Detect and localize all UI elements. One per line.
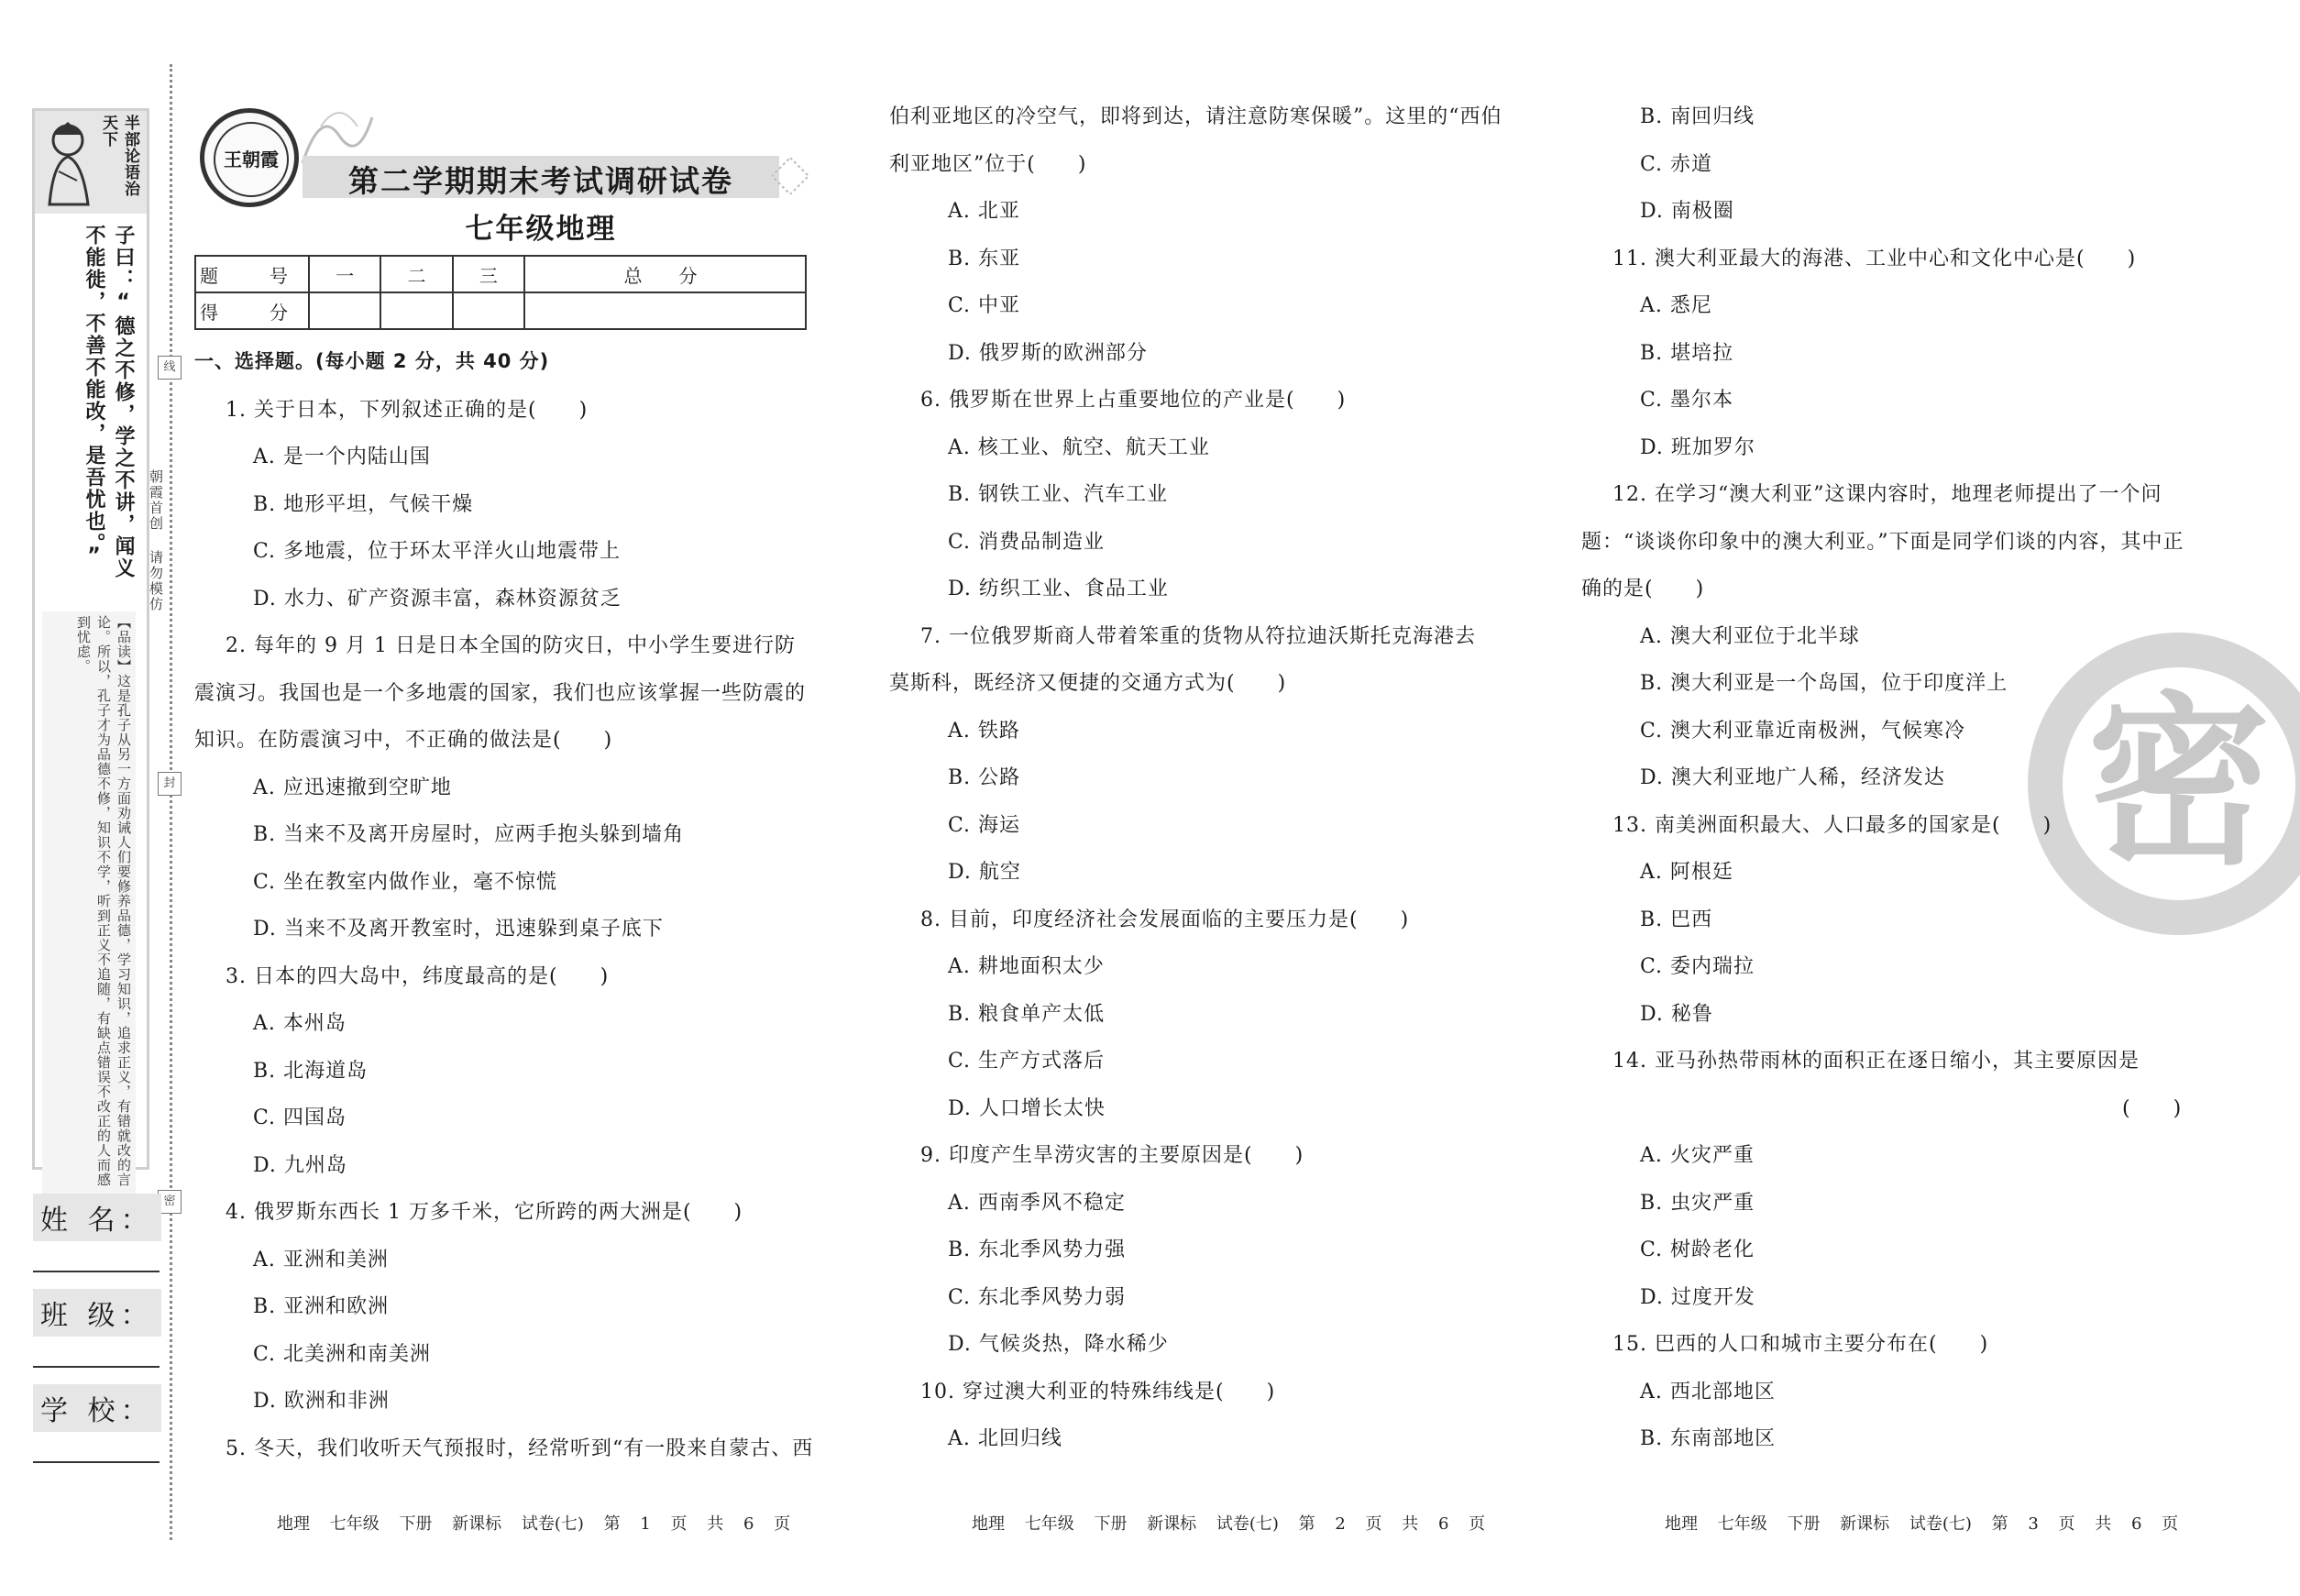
question-stem: 7. 一位俄罗斯商人带着笨重的货物从符拉迪沃斯托克海港去	[920, 624, 1476, 648]
question-stem: 8. 目前，印度经济社会发展面临的主要压力是( )	[920, 908, 1410, 931]
table-cell: 二	[380, 256, 452, 292]
question-stem: 11. 澳大利亚最大的海港、工业中心和文化中心是( )	[1612, 247, 2137, 270]
exam-title: 第二学期期末考试调研试卷	[348, 163, 733, 199]
answer-option: D. 人口增长太快	[948, 1096, 1106, 1120]
score-table	[194, 255, 807, 330]
copyright-note: 朝霞首创 请勿模仿	[148, 469, 164, 612]
answer-option: C. 赤道	[1640, 152, 1713, 176]
answer-option: A. 火灾严重	[1640, 1144, 1755, 1167]
answer-option: B. 地形平坦，气候干燥	[253, 492, 474, 516]
answer-option: A. 阿根廷	[1640, 861, 1733, 884]
score-input[interactable]	[453, 292, 524, 329]
answer-option: C. 海运	[948, 813, 1021, 837]
answer-option: A. 核工业、航空、航天工业	[948, 435, 1210, 459]
score-table-score-row	[195, 292, 806, 329]
fold-mark-3: 密	[158, 1190, 182, 1214]
answer-option: A. 本州岛	[253, 1012, 347, 1035]
answer-option: C. 树龄老化	[1640, 1238, 1755, 1261]
answer-option: B. 亚洲和欧洲	[253, 1295, 390, 1318]
table-cell: 三	[453, 256, 524, 292]
answer-option: D. 过度开发	[1640, 1285, 1755, 1309]
answer-option: A. 悉尼	[1640, 294, 1712, 317]
answer-option: D. 秘鲁	[1640, 1002, 1713, 1026]
page-footer-1: 地理 七年级 下册 新课标 试卷(七) 第 1 页 共 6 页	[277, 1514, 791, 1534]
answer-option: A. 应迅速撤到空旷地	[253, 776, 452, 799]
answer-option: C. 北美洲和南美洲	[253, 1342, 432, 1366]
question-stem: 13. 南美洲面积最大、人口最多的国家是( )	[1612, 813, 2052, 837]
answer-option: D. 水力、矿产资源丰富，森林资源贫乏	[253, 587, 622, 611]
score-input[interactable]	[309, 292, 380, 329]
commentary-text: 【品读】这是孔子从另一方面劝诫人们要修养品德，学习知识，追求正义，有错就改的言论。所以，孔子才为品德不修，知识不学，听到正义不追随，有缺点错误不改正的人而感到忧虑。	[75, 615, 132, 1187]
question-text: 知识。在防震演习中，不正确的做法是( )	[194, 729, 613, 752]
question-stem: 12. 在学习“澳大利亚”这课内容时，地理老师提出了一个问	[1612, 483, 2162, 506]
answer-option: C. 澳大利亚靠近南极洲，气候寒冷	[1640, 719, 1966, 743]
answer-option: B. 北海道岛	[253, 1059, 369, 1083]
answer-option: C. 中亚	[948, 294, 1021, 317]
answer-option: B. 堪培拉	[1640, 341, 1734, 365]
quote-text: 子曰：“德之不修，学之不讲，闻义不能徙，不善不能改，是吾忧也。”	[83, 225, 135, 579]
diamond-pattern	[772, 158, 809, 194]
question-stem: 5. 冬天，我们收听天气预报时，经常听到“有一股来自蒙古、西	[226, 1436, 814, 1460]
brand-logo	[200, 108, 299, 207]
page-footer-3: 地理 七年级 下册 新课标 试卷(七) 第 3 页 共 6 页	[1665, 1514, 2179, 1534]
answer-option: C. 东北季风势力弱	[948, 1285, 1127, 1309]
quote-box	[32, 108, 149, 1187]
answer-option: C. 坐在教室内做作业，毫不惊慌	[253, 870, 558, 894]
table-cell: 得 分	[195, 292, 309, 329]
question-stem: 3. 日本的四大岛中，纬度最高的是( )	[226, 964, 610, 988]
answer-option: B. 巴西	[1640, 908, 1713, 931]
question-stem: 2. 每年的 9 月 1 日是日本全国的防灾日，中小学生要进行防	[226, 634, 796, 657]
question-stem: 14. 亚马孙热带雨林的面积正在逐日缩小，其主要原因是	[1612, 1050, 2140, 1073]
answer-option: C. 委内瑞拉	[1640, 955, 1755, 978]
answer-option: B. 粮食单产太低	[948, 1002, 1106, 1026]
answer-option: A. 北回归线	[948, 1427, 1062, 1450]
confucius-icon	[40, 116, 97, 208]
question-stem: 6. 俄罗斯在世界上占重要地位的产业是( )	[920, 389, 1347, 412]
class-field[interactable]	[33, 1366, 160, 1368]
answer-option: A. 北亚	[948, 200, 1020, 223]
question-text: 利亚地区”位于( )	[889, 152, 1087, 176]
question-text: 确的是( )	[1581, 578, 1705, 600]
logo-text: 王朝霞	[214, 122, 289, 197]
question-text: 莫斯科，既经济又便捷的交通方式为( )	[889, 672, 1287, 695]
answer-option: C. 多地震，位于环太平洋火山地震带上	[253, 540, 622, 563]
exam-subtitle: 七年级地理	[465, 213, 617, 246]
page-footer-2: 地理 七年级 下册 新课标 试卷(七) 第 2 页 共 6 页	[972, 1514, 1486, 1534]
answer-option: B. 公路	[948, 766, 1021, 789]
answer-option: D. 俄罗斯的欧洲部分	[948, 341, 1148, 365]
fold-mark-1: 线	[158, 356, 182, 380]
score-input[interactable]	[380, 292, 452, 329]
question-text: 震演习。我国也是一个多地震的国家，我们也应该掌握一些防震的	[194, 681, 807, 705]
answer-option: B. 虫灾严重	[1640, 1191, 1755, 1215]
score-input[interactable]	[524, 292, 806, 329]
seal-character: 密	[2086, 677, 2271, 890]
answer-option: B. 当来不及离开房屋时，应两手抱头躲到墙角	[253, 823, 685, 846]
answer-option: C. 生产方式落后	[948, 1050, 1106, 1073]
answer-option: D. 班加罗尔	[1640, 435, 1755, 459]
answer-option: A. 西北部地区	[1640, 1380, 1776, 1403]
answer-option: A. 澳大利亚位于北半球	[1640, 624, 1860, 648]
answer-option: A. 亚洲和美洲	[253, 1248, 389, 1271]
table-cell: 总 分	[524, 256, 806, 292]
answer-option: C. 四国岛	[253, 1106, 347, 1129]
school-field[interactable]	[33, 1461, 160, 1463]
sidebar-header-title: 半部论语治天下	[99, 115, 139, 197]
question-text: 伯利亚地区的冷空气，即将到达，请注意防寒保暖”。这里的“西伯	[889, 105, 1502, 128]
answer-option: B. 东北季风势力强	[948, 1238, 1127, 1261]
answer-option: A. 铁路	[948, 719, 1020, 743]
answer-option: C. 消费品制造业	[948, 530, 1106, 554]
question-stem: 1. 关于日本，下列叙述正确的是( )	[226, 398, 589, 422]
answer-blank: ( )	[2122, 1096, 2183, 1120]
answer-option: D. 澳大利亚地广人稀，经济发达	[1640, 766, 1945, 789]
fold-mark-2: 封	[158, 772, 182, 796]
table-cell: 题 号	[195, 256, 309, 292]
question-text: 题：“谈谈你印象中的澳大利亚。”下面是同学们谈的内容，其中正	[1581, 530, 2184, 554]
question-stem: 10. 穿过澳大利亚的特殊纬线是( )	[920, 1380, 1276, 1403]
answer-option: B. 澳大利亚是一个岛国，位于印度洋上	[1640, 672, 2008, 695]
answer-option: D. 当来不及离开教室时，迅速躲到桌子底下	[253, 918, 664, 941]
answer-option: B. 南回归线	[1640, 105, 1755, 128]
answer-option: D. 气候炎热，降水稀少	[948, 1333, 1169, 1356]
question-stem: 4. 俄罗斯东西长 1 万多千米，它所跨的两大洲是( )	[226, 1201, 743, 1224]
answer-option: C. 墨尔本	[1640, 389, 1734, 412]
section-heading: 一、选择题。(每小题 2 分，共 40 分)	[194, 350, 550, 372]
answer-option: A. 西南季风不稳定	[948, 1191, 1126, 1215]
answer-option: A. 耕地面积太少	[948, 955, 1105, 978]
answer-option: D. 纺织工业、食品工业	[948, 578, 1169, 600]
answer-option: D. 航空	[948, 861, 1021, 884]
answer-option: A. 是一个内陆山国	[253, 446, 431, 468]
answer-option: D. 南极圈	[1640, 200, 1734, 223]
answer-option: D. 九州岛	[253, 1153, 347, 1177]
question-stem: 15. 巴西的人口和城市主要分布在( )	[1612, 1333, 1989, 1356]
answer-option: B. 东南部地区	[1640, 1427, 1777, 1450]
table-cell: 一	[309, 256, 380, 292]
score-table-header-row	[195, 256, 806, 292]
fold-line	[170, 64, 172, 1540]
answer-option: D. 欧洲和非洲	[253, 1390, 390, 1413]
question-stem: 9. 印度产生旱涝灾害的主要原因是( )	[920, 1144, 1304, 1167]
name-label: 姓 名：	[33, 1194, 161, 1241]
class-label: 班 级：	[33, 1289, 161, 1337]
quote-header	[35, 111, 147, 214]
school-label: 学 校：	[33, 1384, 161, 1432]
answer-option: B. 东亚	[948, 247, 1021, 270]
name-field[interactable]	[33, 1271, 160, 1272]
answer-option: B. 钢铁工业、汽车工业	[948, 483, 1169, 506]
